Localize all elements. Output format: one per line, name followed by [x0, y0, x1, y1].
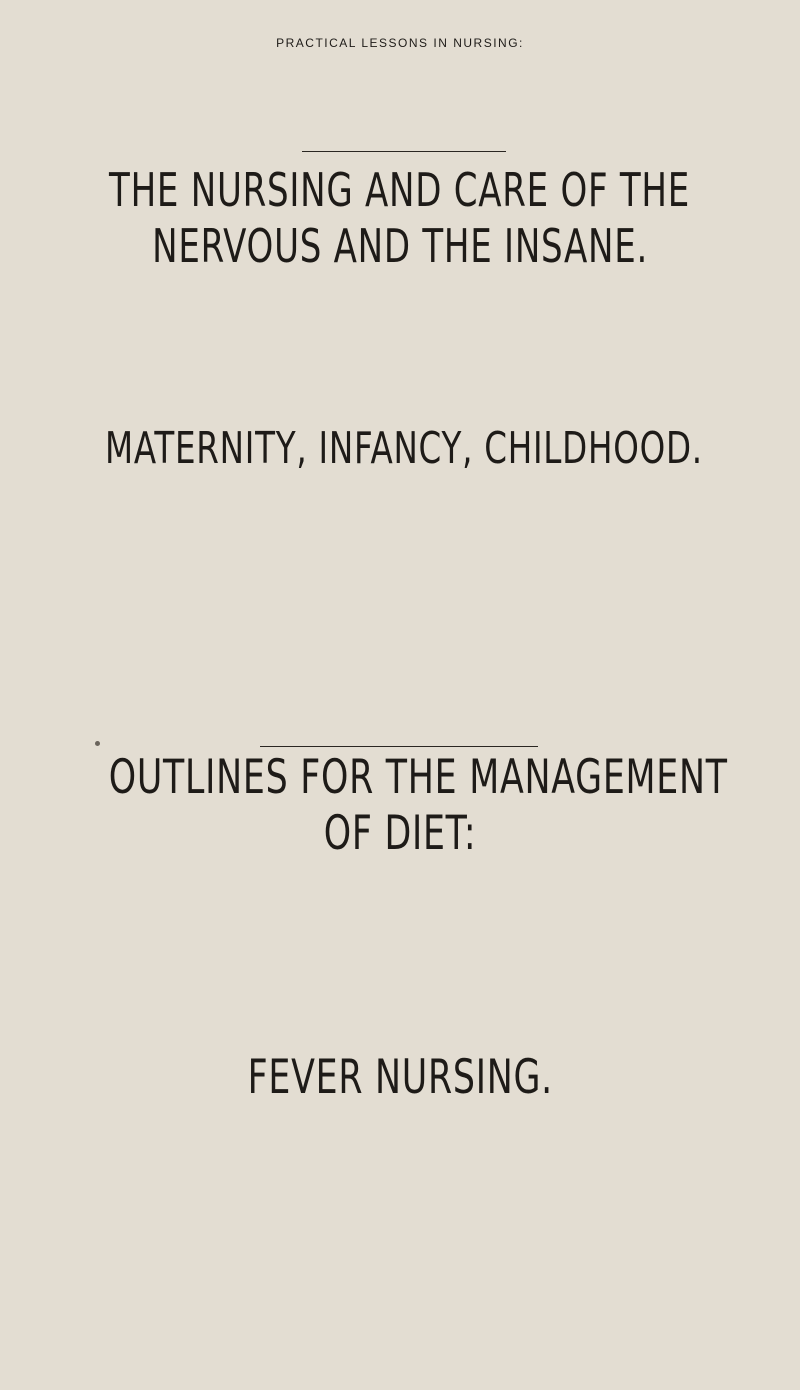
book-title-3 — [0, 750, 800, 807]
author-credentials-3 — [0, 1004, 800, 1022]
author-credentials-4 — [0, 1324, 800, 1342]
author-credentials-3 — [0, 986, 800, 1004]
author-credentials-1 — [0, 346, 800, 364]
book-title-line: OUTLINES FOR THE MANAGEMENT — [108, 750, 728, 805]
book-title-3b — [0, 806, 800, 863]
book-description-4 — [0, 1222, 800, 1252]
book-subtitle-3 — [0, 901, 800, 932]
book-subtitle-4 — [0, 1115, 800, 1146]
book-title-line: FEVER NURSING. — [247, 1050, 553, 1105]
book-title-4 — [0, 1050, 800, 1107]
author-credentials-4 — [0, 1306, 800, 1324]
book-description-2 — [0, 627, 800, 657]
author-credentials-2 — [0, 711, 800, 729]
book-subtitle-2 — [0, 488, 800, 519]
book-subtitle-4 — [0, 1146, 800, 1177]
book-description-2 — [0, 567, 800, 597]
book-title-line: THE NURSING AND CARE OF THE — [109, 163, 691, 217]
book-description-2 — [0, 597, 800, 627]
book-title-1b — [0, 218, 800, 276]
series-title: PRACTICAL LESSONS IN NURSING: — [276, 36, 524, 50]
book-subtitle-3 — [0, 870, 800, 901]
divider-rule — [260, 746, 538, 747]
author-credentials-1 — [0, 328, 800, 346]
book-title-2 — [0, 421, 800, 477]
book-title-1 — [0, 162, 800, 220]
ink-speck — [95, 741, 100, 746]
book-subtitle-2 — [0, 519, 800, 550]
book-title-line: MATERNITY, INFANCY, CHILDHOOD. — [105, 423, 703, 474]
book-title-line: NERVOUS AND THE INSANE. — [152, 219, 648, 273]
author-credentials-1 — [0, 364, 800, 382]
book-title-line: OF DIET: — [323, 806, 477, 861]
divider-rule — [302, 151, 506, 152]
book-description-4 — [0, 1192, 800, 1222]
